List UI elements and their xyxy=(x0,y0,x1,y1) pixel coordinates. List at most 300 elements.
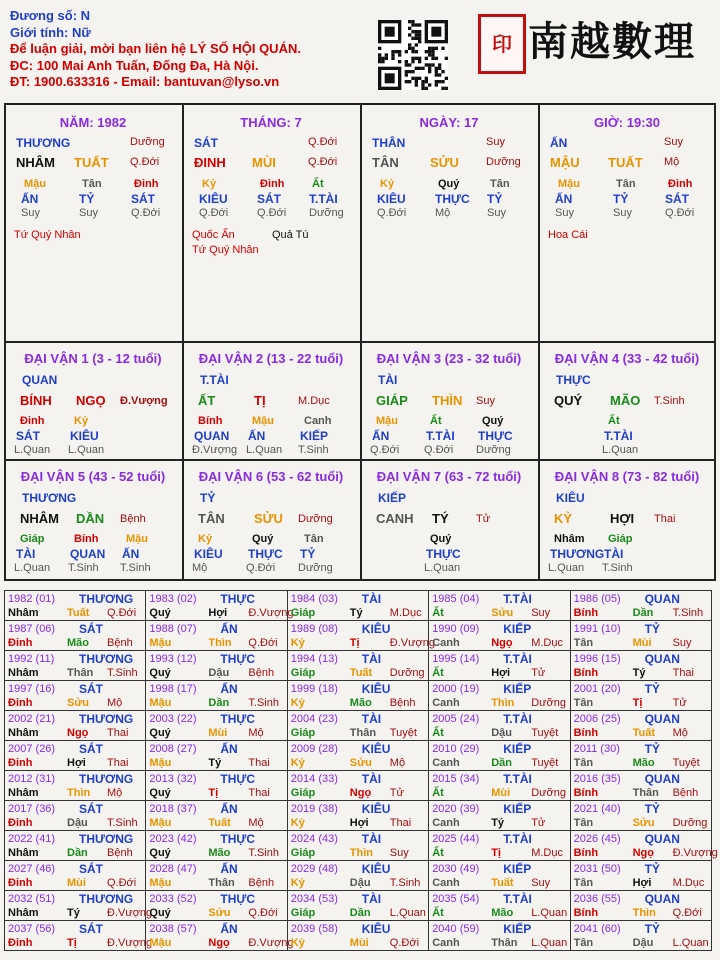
year-cell xyxy=(570,740,712,771)
year-stem: Canh xyxy=(432,697,460,709)
year-stem: Đinh xyxy=(8,937,33,949)
year-cell xyxy=(4,830,146,861)
pillar-branch: TUẤT xyxy=(608,155,643,170)
hidden-stem-state: Mộ xyxy=(192,562,208,574)
hidden-stem-star: SÁT xyxy=(257,192,281,206)
year-stem: Giáp xyxy=(290,847,316,859)
dai-van-title: ĐẠI VẬN 1 (3 - 12 tuổi) xyxy=(24,351,162,366)
year-branch: Thân xyxy=(67,667,94,679)
hidden-stem: Mậu xyxy=(252,415,274,427)
year-cell xyxy=(428,830,570,861)
year-cell xyxy=(570,860,712,891)
year-state: Bệnh xyxy=(107,637,133,649)
hidden-stem-state: Q.Đới xyxy=(665,207,695,219)
hidden-stem: Kỷ xyxy=(202,178,217,190)
year-stem: Bính xyxy=(573,787,599,799)
dai-van-cell xyxy=(4,459,182,579)
year-stem: Nhâm xyxy=(8,787,39,799)
pillar-branch-state: Q.Đới xyxy=(130,156,160,168)
year-stem: Nhâm xyxy=(8,667,39,679)
year-stem: Tân xyxy=(573,637,594,649)
year-state: Mộ xyxy=(389,757,406,769)
dai-van-branch: TÝ xyxy=(432,511,449,526)
year-label: 2021 (40) xyxy=(573,803,621,815)
year-star: QUAN xyxy=(644,712,680,726)
year-stem: Kỷ xyxy=(290,757,305,769)
year-branch: Dần xyxy=(632,607,654,619)
year-state: M.Dục xyxy=(531,847,563,859)
year-star: TÀI xyxy=(361,712,382,726)
year-branch: Sửu xyxy=(632,817,655,829)
year-label: 2020 (39) xyxy=(432,803,480,815)
contact-address: ĐC: 100 Mai Anh Tuấn, Đống Đa, Hà Nội. xyxy=(10,57,259,73)
hidden-stem-state: L.Quan xyxy=(246,444,283,456)
year-branch: Hợi xyxy=(349,817,369,829)
hidden-stem-star: TÀI xyxy=(16,547,36,561)
year-state: Thai xyxy=(672,667,694,679)
year-state: Mộ xyxy=(107,697,123,709)
year-cell xyxy=(570,590,712,621)
year-star: KIÊU xyxy=(361,862,391,876)
year-branch: Hợi xyxy=(491,667,511,679)
year-state: Bệnh xyxy=(389,697,416,709)
year-label: 2002 (21) xyxy=(8,713,56,725)
year-cell xyxy=(287,590,429,621)
year-branch: Thân xyxy=(632,787,659,799)
year-branch: Sửu xyxy=(491,607,514,619)
year-branch: Dậu xyxy=(349,877,371,889)
year-stem: Canh xyxy=(432,877,460,889)
year-branch: Dần xyxy=(208,697,230,709)
dai-van-star: QUAN xyxy=(22,373,58,387)
year-branch: Dần xyxy=(491,757,512,769)
chart-owner: Đương số: N xyxy=(10,8,91,23)
hidden-stem: Đinh xyxy=(668,178,693,190)
year-cell xyxy=(145,740,287,771)
year-star: KIÊU xyxy=(361,682,391,696)
year-state: Q.Đới xyxy=(248,637,278,649)
dai-van-state: Bệnh xyxy=(120,513,146,525)
year-state: Thai xyxy=(107,727,129,739)
year-cell xyxy=(287,770,429,801)
pillar-title: THÁNG: 7 xyxy=(240,115,302,130)
pillar-branch-state: Dưỡng xyxy=(486,156,521,168)
year-state: Dưỡng xyxy=(531,697,566,709)
hidden-stem: Ất xyxy=(312,178,324,190)
hidden-stem: Tân xyxy=(82,178,102,190)
hidden-stem-state: Q.Đới xyxy=(257,207,287,219)
year-branch: Tị xyxy=(491,847,501,859)
hidden-stem-state: L.Quan xyxy=(548,562,585,574)
year-state: L.Quan xyxy=(531,937,568,949)
year-state: Bệnh xyxy=(107,847,133,859)
hidden-stem-star: T.TÀI xyxy=(426,429,455,443)
year-label: 2017 (36) xyxy=(8,803,56,815)
hidden-stem-star: KIÊU xyxy=(199,192,228,206)
year-state: Q.Đới xyxy=(107,877,137,889)
dai-van-state: M.Dục xyxy=(298,395,330,407)
pillar-stem-star: THÂN xyxy=(372,136,406,150)
year-label: 2018 (37) xyxy=(149,803,197,815)
year-stem: Giáp xyxy=(290,727,316,739)
year-cell xyxy=(287,740,429,771)
year-stem: Quý xyxy=(149,667,171,679)
hidden-stem-star: THỰC xyxy=(478,429,513,443)
year-star: THƯƠNG xyxy=(79,592,134,606)
year-label: 2001 (20) xyxy=(573,683,621,695)
year-label: 1995 (14) xyxy=(432,653,480,665)
hidden-stem-state: Suy xyxy=(613,207,632,219)
year-star: SÁT xyxy=(79,682,103,696)
year-star: QUAN xyxy=(644,592,680,606)
pillar-title: NĂM: 1982 xyxy=(59,115,127,130)
year-star: KIÊU xyxy=(361,922,391,936)
year-star: SÁT xyxy=(79,802,103,816)
year-cell xyxy=(570,650,712,681)
year-label: 2032 (51) xyxy=(8,893,56,905)
dai-van-stem: ẤT xyxy=(198,393,216,408)
hidden-stem: Quý xyxy=(438,178,460,190)
year-stem: Kỷ xyxy=(290,937,305,949)
year-label: 2036 (55) xyxy=(573,893,621,905)
year-star: KIẾP xyxy=(503,922,532,936)
year-star: TỶ xyxy=(644,862,660,876)
dai-van-cell xyxy=(182,341,360,461)
year-star: ẤN xyxy=(220,622,238,636)
year-state: Q.Đới xyxy=(672,907,702,919)
year-stem: Kỷ xyxy=(290,817,305,829)
year-label: 2027 (46) xyxy=(8,863,56,875)
special-star: Quốc Ấn xyxy=(192,229,235,241)
year-cell xyxy=(428,770,570,801)
year-label: 2006 (25) xyxy=(573,713,621,725)
year-label: 2012 (31) xyxy=(8,773,56,785)
hidden-stem-star: ẤN xyxy=(248,429,266,443)
dai-van-title: ĐẠI VẬN 3 (23 - 32 tuổi) xyxy=(376,351,522,366)
year-cell xyxy=(145,890,287,921)
hidden-stem-star: SÁT xyxy=(665,192,689,206)
hidden-stem-star: TỶ xyxy=(79,192,95,206)
year-label: 2003 (22) xyxy=(149,713,197,725)
dai-van-star: KIÊU xyxy=(556,491,585,505)
year-state: Đ.Vượng xyxy=(107,907,153,919)
year-label: 1984 (03) xyxy=(290,593,338,605)
hidden-stem-state: T.Sinh xyxy=(120,562,151,574)
pillar-stem: ĐINH xyxy=(194,155,226,170)
year-star: THỰC xyxy=(220,592,256,606)
hidden-stem-star: KIÊU xyxy=(194,547,223,561)
year-stem: Kỷ xyxy=(290,697,305,709)
gender: Giới tính: Nữ xyxy=(10,24,91,40)
year-label: 2024 (43) xyxy=(290,833,338,845)
hidden-stem: Quý xyxy=(482,415,504,427)
year-cell xyxy=(145,860,287,891)
year-cell xyxy=(287,680,429,711)
year-star: THỰC xyxy=(220,892,256,906)
year-stem: Ất xyxy=(432,667,444,679)
hidden-stem-state: L.Quan xyxy=(14,444,51,456)
year-cell xyxy=(570,710,712,741)
year-cell xyxy=(570,620,712,651)
year-branch: Dậu xyxy=(67,817,88,829)
hidden-stem: Mậu xyxy=(376,415,398,427)
year-state: Suy xyxy=(531,877,551,889)
dai-van-cell xyxy=(360,341,538,461)
hidden-stem: Kỷ xyxy=(74,415,89,427)
dai-van-star: KIẾP xyxy=(378,491,407,505)
year-state: Tuyệt xyxy=(531,727,559,739)
year-star: T.TÀI xyxy=(503,712,532,726)
year-branch: Tý xyxy=(67,907,80,919)
year-branch: Tuất xyxy=(632,727,655,739)
year-stem: Giáp xyxy=(290,787,316,799)
year-state: Đ.Vượng xyxy=(248,937,294,949)
year-cell xyxy=(287,620,435,651)
year-label: 1999 (18) xyxy=(290,683,338,695)
dai-van-title: ĐẠI VẬN 8 (73 - 82 tuổi) xyxy=(554,469,700,484)
year-state: Mộ xyxy=(248,817,264,829)
year-stem: Nhâm xyxy=(8,727,39,739)
year-stem: Mậu xyxy=(149,637,172,649)
pillar-cell xyxy=(538,103,716,343)
year-stem: Đinh xyxy=(8,757,33,769)
dai-van-stem: NHÂM xyxy=(20,511,59,526)
year-branch: Tị xyxy=(349,637,360,649)
year-label: 2023 (42) xyxy=(149,833,197,845)
year-label: 1992 (11) xyxy=(8,653,55,665)
year-state: Dưỡng xyxy=(531,787,566,799)
dai-van-star: TỶ xyxy=(200,491,216,505)
year-state: Tuyệt xyxy=(672,757,700,769)
year-cell xyxy=(287,860,429,891)
year-cell xyxy=(570,920,712,951)
year-state: L.Quan xyxy=(672,937,709,949)
year-stem: Ất xyxy=(432,607,444,619)
year-label: 2009 (28) xyxy=(290,743,338,755)
year-star: THƯƠNG xyxy=(79,892,134,906)
year-branch: Tuất xyxy=(349,667,373,679)
dai-van-branch: TỊ xyxy=(254,393,266,408)
dai-van-branch: NGỌ xyxy=(76,393,106,408)
year-branch: Mùi xyxy=(349,937,369,949)
pillar-cell xyxy=(4,103,182,343)
year-stem: Tân xyxy=(573,817,594,829)
red-seal-stamp: 印 xyxy=(478,14,526,74)
year-stem: Mậu xyxy=(149,877,172,889)
special-star: Tứ Quý Nhân xyxy=(192,244,259,256)
year-state: Mộ xyxy=(107,787,123,799)
hidden-stem-star: ẤN xyxy=(122,547,140,561)
year-label: 1988 (07) xyxy=(149,623,197,635)
year-cell xyxy=(145,650,287,681)
dai-van-cell xyxy=(360,459,538,579)
year-state: T.Sinh xyxy=(672,607,704,619)
pillar-stem-star: SÁT xyxy=(194,136,218,150)
year-star: THƯƠNG xyxy=(79,772,134,786)
year-branch: Tý xyxy=(208,757,222,769)
pillar-cell xyxy=(360,103,538,343)
hidden-stem-state: Mộ xyxy=(435,207,451,219)
year-label: 1996 (15) xyxy=(573,653,621,665)
year-cell xyxy=(4,860,146,891)
qr-code[interactable] xyxy=(378,20,448,90)
pillar-stem: TÂN xyxy=(372,155,399,170)
special-star: Hoa Cái xyxy=(548,229,588,241)
dai-van-state: Thai xyxy=(654,513,676,525)
year-star: TỶ xyxy=(644,622,660,636)
dai-van-state: Tử xyxy=(476,513,491,525)
year-state: Thai xyxy=(248,757,270,769)
contact-phone-email: ĐT: 1900.633316 - Email: bantuvan@lyso.vn xyxy=(10,74,280,89)
year-branch: Sửu xyxy=(208,907,231,919)
hidden-stem-state: Q.Đới xyxy=(370,444,400,456)
dai-van-star: THỰC xyxy=(556,373,591,387)
year-cell xyxy=(428,920,570,951)
hidden-stem: Tân xyxy=(616,178,636,190)
year-label: 2000 (19) xyxy=(432,683,480,695)
year-branch: Thìn xyxy=(491,697,515,709)
pillar-branch: TUẤT xyxy=(74,155,109,170)
year-branch: Ngọ xyxy=(491,637,513,649)
year-label: 1982 (01) xyxy=(8,593,56,605)
year-label: 2026 (45) xyxy=(573,833,621,845)
hidden-stem: Bính xyxy=(74,533,99,545)
year-label: 1991 (10) xyxy=(573,623,621,635)
year-state: Suy xyxy=(672,637,692,649)
year-label: 1993 (12) xyxy=(149,653,197,665)
year-branch: Mão xyxy=(632,757,655,769)
year-state: Q.Đới xyxy=(107,607,137,619)
header-info xyxy=(10,8,301,91)
year-label: 2013 (32) xyxy=(149,773,197,785)
hidden-stem-star: TÀI xyxy=(604,547,624,561)
hidden-stem-star: ẤN xyxy=(372,429,390,443)
year-branch: Tuất xyxy=(491,877,514,889)
year-label: 2025 (44) xyxy=(432,833,480,845)
dai-van-cell xyxy=(182,459,360,579)
year-state: Thai xyxy=(389,817,412,829)
year-branch: Ngọ xyxy=(632,847,654,859)
year-stem: Bính xyxy=(573,907,599,919)
year-label: 2008 (27) xyxy=(149,743,197,755)
year-cell xyxy=(287,650,429,681)
hidden-stem: Ất xyxy=(608,415,620,427)
year-cell xyxy=(428,680,570,711)
year-cell xyxy=(428,710,570,741)
year-cell xyxy=(428,650,570,681)
year-label: 2010 (29) xyxy=(432,743,480,755)
year-branch: Thân xyxy=(349,727,377,739)
year-cell xyxy=(570,800,712,831)
hidden-stem-state: Dưỡng xyxy=(309,207,344,219)
hidden-stem-state: L.Quan xyxy=(602,444,639,456)
year-label: 2016 (35) xyxy=(573,773,621,785)
year-branch: Dậu xyxy=(632,937,654,949)
year-stem: Kỷ xyxy=(290,637,305,649)
year-branch: Tuất xyxy=(208,817,231,829)
year-cell xyxy=(4,920,153,951)
hidden-stem-star: T.TÀI xyxy=(604,429,633,443)
year-cell xyxy=(570,890,712,921)
year-stem: Nhâm xyxy=(8,607,39,619)
year-state: Thai xyxy=(248,787,270,799)
dai-van-branch: SỬU xyxy=(254,511,283,526)
pillar-branch-state: Mộ xyxy=(664,156,680,168)
year-cell xyxy=(4,650,146,681)
year-stem: Tân xyxy=(573,697,594,709)
year-cell xyxy=(4,890,153,921)
year-state: Tử xyxy=(531,817,546,829)
year-cell xyxy=(570,680,712,711)
pillar-stem-state: Suy xyxy=(664,136,683,148)
hidden-stem-star: THỰC xyxy=(435,192,470,206)
year-stem: Bính xyxy=(573,727,599,739)
year-cell xyxy=(4,740,146,771)
dai-van-cell xyxy=(538,341,716,461)
year-branch: Tị xyxy=(632,697,643,709)
year-label: 2039 (58) xyxy=(290,923,338,935)
year-stem: Mậu xyxy=(149,757,172,769)
year-star: THƯƠNG xyxy=(79,712,134,726)
year-label: 2041 (60) xyxy=(573,923,621,935)
year-branch: Thìn xyxy=(632,907,656,919)
hidden-stem: Tân xyxy=(490,178,510,190)
hidden-stem-star: KIÊU xyxy=(377,192,406,206)
year-label: 1983 (02) xyxy=(149,593,197,605)
year-stem: Nhâm xyxy=(8,847,39,859)
year-star: THỰC xyxy=(220,712,256,726)
hidden-stem-star: QUAN xyxy=(70,547,106,561)
hidden-stem-star: TỶ xyxy=(487,192,503,206)
year-state: Tử xyxy=(389,787,404,799)
year-branch: Thìn xyxy=(67,787,91,799)
year-star: TÀI xyxy=(361,832,382,846)
hidden-stem-state: T.Sinh xyxy=(602,562,633,574)
hidden-stem-state: Dưỡng xyxy=(298,562,333,574)
hidden-stem: Mậu xyxy=(558,178,580,190)
year-star: ẤN xyxy=(220,862,238,876)
year-state: Đ.Vượng xyxy=(672,847,718,859)
year-star: ẤN xyxy=(220,922,238,936)
year-stem: Quý xyxy=(149,847,171,859)
year-cell xyxy=(287,890,429,921)
pillar-stem: MẬU xyxy=(550,155,580,170)
year-star: SÁT xyxy=(79,622,103,636)
year-label: 2011 (30) xyxy=(573,743,620,755)
hidden-stem-state: Suy xyxy=(487,207,506,219)
year-state: T.Sinh xyxy=(107,817,138,829)
year-state: Bệnh xyxy=(248,667,275,679)
year-star: KIÊU xyxy=(361,802,391,816)
year-branch: Mùi xyxy=(491,787,511,799)
year-stem: Đinh xyxy=(8,637,33,649)
year-cell xyxy=(428,740,570,771)
hidden-stem-star: KIẾP xyxy=(300,429,329,443)
year-stem: Canh xyxy=(432,937,460,949)
year-cell xyxy=(4,680,146,711)
year-star: T.TÀI xyxy=(503,592,532,606)
year-branch: Ngọ xyxy=(67,727,89,739)
year-stem: Quý xyxy=(149,607,171,619)
year-state: M.Dục xyxy=(389,607,422,619)
hidden-stem-state: Suy xyxy=(555,207,574,219)
year-star: TÀI xyxy=(361,892,382,906)
hidden-stem: Quý xyxy=(430,533,452,545)
year-branch: Sửu xyxy=(349,757,372,769)
year-state: T.Sinh xyxy=(248,847,279,859)
special-star: Quả Tú xyxy=(272,229,309,241)
year-star: ẤN xyxy=(220,802,238,816)
